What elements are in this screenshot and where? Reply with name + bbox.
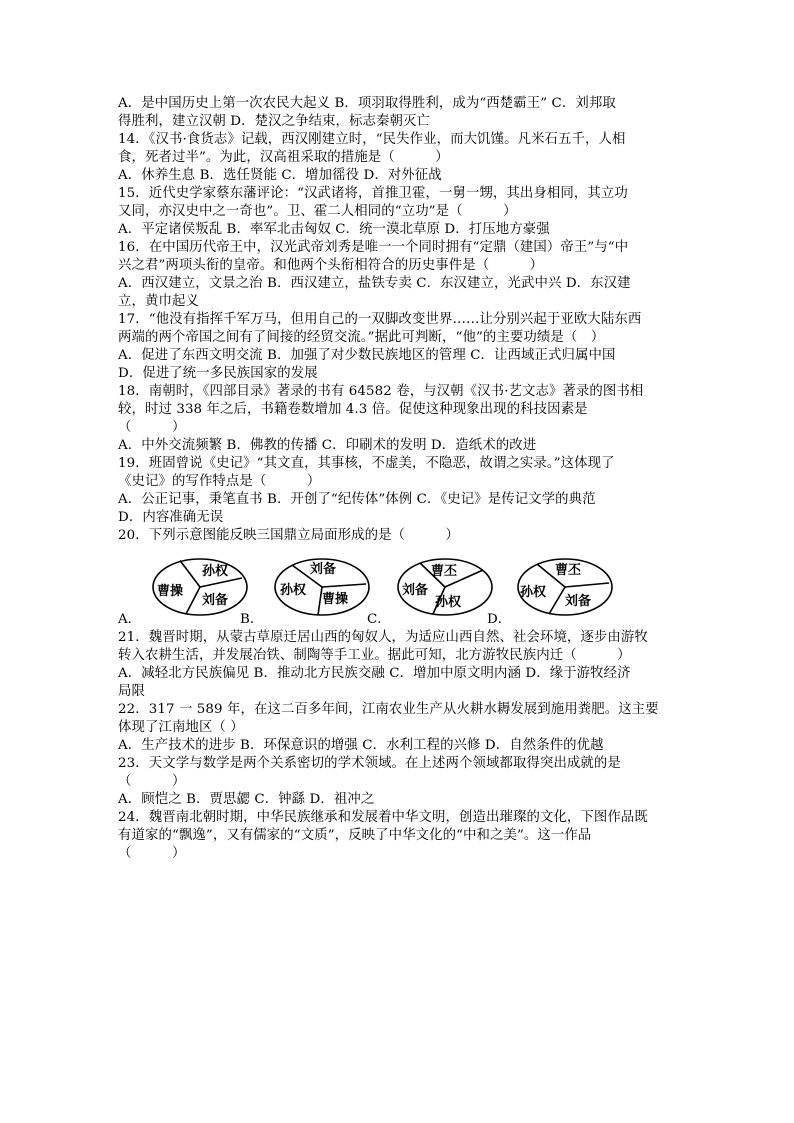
text-line: 有道家的“飘逸”，又有儒家的“文质”，反映了中华文化的“中和之美”。这一作品 (118, 828, 592, 843)
question-14-options: A．休养生息 B．选任贤能 C．增加徭役 D．对外征战 (118, 168, 442, 183)
question-22-stem: 22．317 一 589 年，在这二百多年间，江南农业生产从火耕水耨发展到施用粪肥。这主要 (118, 702, 659, 717)
question-19-stem: 19．班固曾说《史记》“其文直，其事核，不虚美，不隐恶，故谓之实录。”这体现了 (118, 456, 615, 471)
text-line: 兴之君”两项头衔的皇帝。和他两个头衔相符合的历史事件是（ ） (118, 258, 544, 273)
diagram-label: 孙权 (520, 585, 547, 600)
option-a-diagram (150, 556, 250, 618)
question-23-options: A．顾恺之 B．贾思勰 C．钟繇 D．祖冲之 (118, 792, 375, 807)
diagram-label: 孙权 (280, 583, 307, 598)
option-b-diagram (272, 556, 372, 618)
question-21-stem: 21．魏晋时期，从蒙古草原迁居山西的匈奴人，为适应山西自然、社会环境，逐步由游牧 (118, 630, 648, 645)
text-line: （ ） (118, 846, 186, 861)
diagram-label: 曹操 (157, 584, 184, 599)
diagram-label: 刘备 (310, 562, 337, 577)
question-24-stem: 24．魏晋南北朝时期，中华民族继承和发展着中华文明，创造出璀璨的文化，下图作品既 (118, 810, 648, 825)
question-17-stem: 17．“他没有指挥千军万马，但用自己的一双脚改变世界……让分别兴起于亚欧大陆东西 (118, 312, 642, 327)
question-18-options: A．中外交流频繁 B．佛教的传播 C．印刷术的发明 D．造纸术的改进 (118, 438, 537, 453)
text-line: 立，黄巾起义 (118, 294, 199, 309)
question-21-options: A．减轻北方民族偏见 B．推动北方民族交融 C．增加中原文明内涵 D．缘于游牧经济 (118, 666, 631, 681)
question-23-stem: 23．天文学与数学是两个关系密切的学术领域。在上述两个领域都取得突出成就的是 (118, 756, 621, 771)
option-d-label: D． (487, 612, 512, 627)
text-line: 两端的两个帝国之间有了间接的经贸交流。”据此可判断，“他”的主要功绩是（ ） (118, 330, 605, 345)
option-d-diagram (515, 556, 615, 618)
text-line: 得胜利，建立汉朝 D．楚汉之争结束，标志秦朝灭亡 (118, 114, 430, 129)
option-c-diagram (395, 556, 495, 618)
question-14-stem: 14．《汉书·食货志》记载，西汉刚建立时，“民失作业，而大饥馑。凡米石五千，人相 (118, 132, 626, 147)
question-18-stem: 18．南朝时，《四部目录》著录的书有 64582 卷，与汉朝《汉书·艺文志》著录的图书相 (118, 384, 644, 399)
question-15-stem: 15．近代史学家蔡东藩评论：“汉武诸将，首推卫霍，一舅一甥，其出身相同，其立功 (118, 186, 628, 201)
question-17-options: A．促进了东西文明交流 B．加强了对少数民族地区的管理 C．让西域正式归属中国 (118, 348, 616, 363)
text-line: 又同，亦汉史中之一奇也”。卫、霍二人相同的“立功”是（ ） (118, 204, 517, 219)
text-line: 转入农耕生活，并发展冶铁、制陶等手工业。据此可知，北方游牧民族内迁（ ） (118, 648, 631, 663)
option-c-label: C． (367, 612, 391, 627)
text-line: 局限 (118, 684, 145, 699)
text-line: 《史记》的写作特点是（ ） (118, 474, 321, 489)
text-line: 食，死者过半”。为此，汉高祖采取的措施是（ ） (118, 150, 449, 165)
question-19-options: A．公正记事，秉笔直书 B．开创了“纪传体”体例 C．《史记》是传记文学的典范 (118, 492, 596, 507)
text-line: 体现了江南地区（ ） (118, 720, 244, 735)
question-16-options: A．西汉建立，文景之治 B．西汉建立，盐铁专卖 C．东汉建立，光武中兴 D．东汉建 (118, 276, 631, 291)
option-a-label: A． (118, 612, 142, 627)
text-line: （ ） (118, 774, 186, 789)
diagram-label: 刘备 (402, 583, 429, 598)
diagram-label: 曹丕 (555, 563, 582, 578)
diagram-label: 曹丕 (431, 564, 458, 579)
text-line: 较，时过 338 年之后，书籍卷数增加 4.3 倍。促使这种现象出现的科技因素是 (118, 402, 588, 417)
text-line: （ ） (118, 420, 186, 435)
question-22-options: A．生产技术的进步 B．环保意识的增强 C．水利工程的兴修 D．自然条件的优越 (118, 738, 604, 753)
option-b-label: B． (240, 612, 264, 627)
diagram-label: 刘备 (565, 594, 592, 609)
text-line: A．是中国历史上第一次农民大起义 B．项羽取得胜利，成为“西楚霸王” C．刘邦取 (118, 96, 616, 111)
text-line: D．促进了统一多民族国家的发展 (118, 366, 318, 381)
question-20-stem: 20．下列示意图能反映三国鼎立局面形成的是（ ） (118, 528, 460, 543)
question-16-stem: 16．在中国历代帝王中，汉光武帝刘秀是唯一一个同时拥有“定鼎（建国）帝王”与“中 (118, 240, 629, 255)
question-15-options: A．平定诸侯叛乱 B．率军北击匈奴 C．统一漠北草原 D．打压地方豪强 (118, 222, 550, 237)
diagram-label: 刘备 (202, 593, 229, 608)
diagram-label: 孙权 (435, 595, 462, 610)
diagram-label: 孙权 (202, 564, 229, 579)
text-line: D．内容准确无误 (118, 510, 224, 525)
diagram-label: 曹操 (322, 592, 349, 607)
